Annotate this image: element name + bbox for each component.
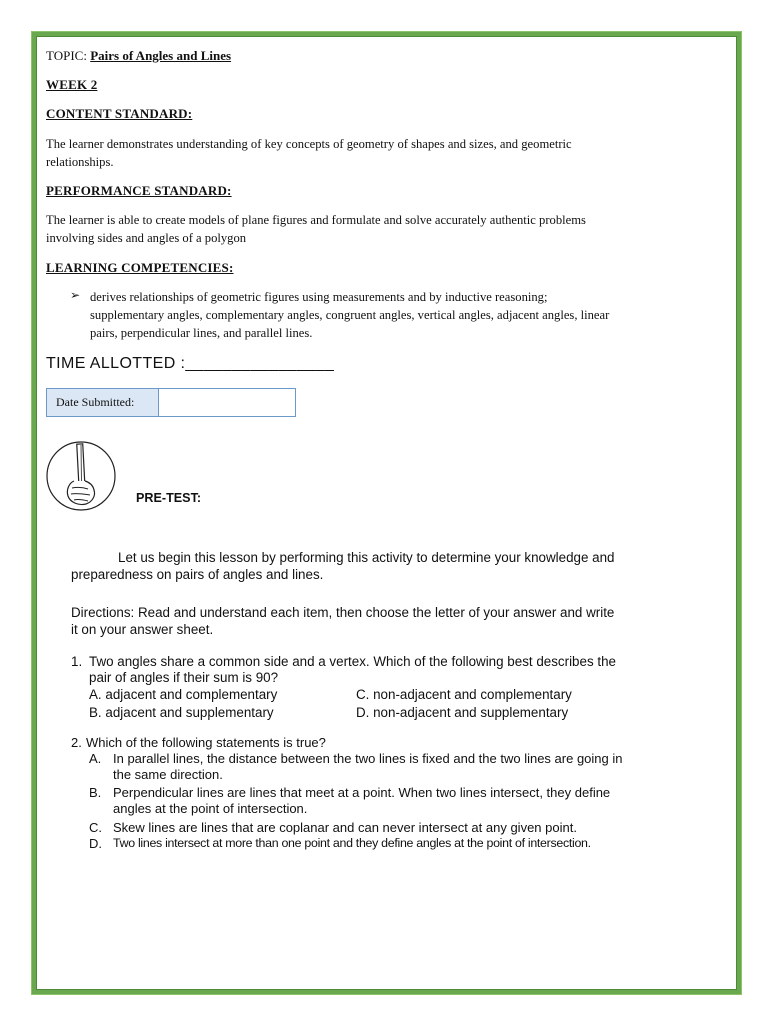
q1-stem-line2: pair of angles if their sum is 90? — [89, 670, 279, 685]
q2-option-b-line2: angles at the point of intersection. — [113, 801, 308, 816]
q2-option-c-letter: C. — [89, 820, 102, 835]
q2-option-a-line2: the same direction. — [113, 767, 223, 782]
directions-line2: it on your answer sheet. — [71, 622, 214, 637]
q2-number: 2. — [71, 735, 82, 750]
performance-standard-heading: PERFORMANCE STANDARD: — [46, 183, 232, 198]
competency-line2: supplementary angles, complementary angles, congruent angles, vertical angles, adjacent angles, linear — [90, 308, 610, 322]
q1-number: 1. — [71, 654, 83, 669]
q2-option-d-line1: Two lines intersect at more than one point and they define angles at the point of intersection. — [113, 836, 591, 850]
q2-option-b-line1: Perpendicular lines are lines that meet at a point. When two lines intersect, they define — [113, 785, 611, 800]
q1-stem-line1: Two angles share a common side and a vertex. Which of the following best describes the — [89, 654, 616, 669]
content-standard-line2: relationships. — [46, 155, 114, 169]
pretest-intro-line2: preparedness on pairs of angles and lines. — [71, 567, 324, 582]
hand-with-pencil-icon — [44, 438, 120, 514]
performance-standard-line1: The learner is able to create models of plane figures and formulate and solve accurately authentic problems — [46, 213, 586, 227]
topic-value: Pairs of Angles and Lines — [90, 48, 232, 63]
q1-option-b: B. adjacent and supplementary — [89, 705, 274, 720]
q2-option-d-letter: D. — [89, 836, 102, 851]
q1-option-d: D. non-adjacent and supplementary — [356, 705, 569, 720]
q2-option-a-line1: In parallel lines, the distance between the two lines is fixed and the two lines are going in — [113, 751, 623, 766]
learning-competencies-heading: LEARNING COMPETENCIES: — [46, 260, 234, 275]
competency-line1: derives relationships of geometric figures using measurements and by inductive reasoning; — [90, 290, 548, 304]
q2-option-b-letter: B. — [89, 785, 102, 800]
time-allotted — [46, 355, 334, 373]
time-allotted-label: TIME ALLOTTED : — [46, 355, 186, 372]
performance-standard-line2: involving sides and angles of a polygon — [46, 231, 247, 245]
date-submitted-field[interactable] — [159, 389, 295, 416]
date-submitted-box — [46, 388, 296, 417]
content-standard-line1: The learner demonstrates understanding of key concepts of geometry of shapes and sizes, and geometric — [46, 137, 572, 151]
competency-line3: pairs, perpendicular lines, and parallel lines. — [90, 326, 313, 340]
content-standard-heading: CONTENT STANDARD: — [46, 106, 193, 121]
pretest-heading: PRE-TEST: — [136, 491, 202, 505]
q1-option-c: C. non-adjacent and complementary — [356, 687, 572, 702]
pretest-intro-line1: Let us begin this lesson by performing this activity to determine your knowledge and — [118, 550, 615, 565]
q2-option-a-letter: A. — [89, 751, 102, 766]
q2-option-c-line1: Skew lines are lines that are coplanar and can never intersect at any given point. — [113, 820, 577, 835]
q2-stem: Which of the following statements is true? — [86, 735, 326, 750]
bullet-arrow-icon: ➢ — [70, 288, 81, 302]
q1-option-a: A. adjacent and complementary — [89, 687, 278, 702]
time-allotted-blank: ________________ — [185, 355, 335, 372]
directions-line1: Directions: Read and understand each item, then choose the letter of your answer and write — [71, 605, 615, 620]
topic-line — [46, 48, 231, 64]
date-submitted-label: Date Submitted: — [47, 389, 159, 416]
week-heading: WEEK 2 — [46, 77, 98, 92]
topic-label: TOPIC: — [46, 48, 91, 63]
